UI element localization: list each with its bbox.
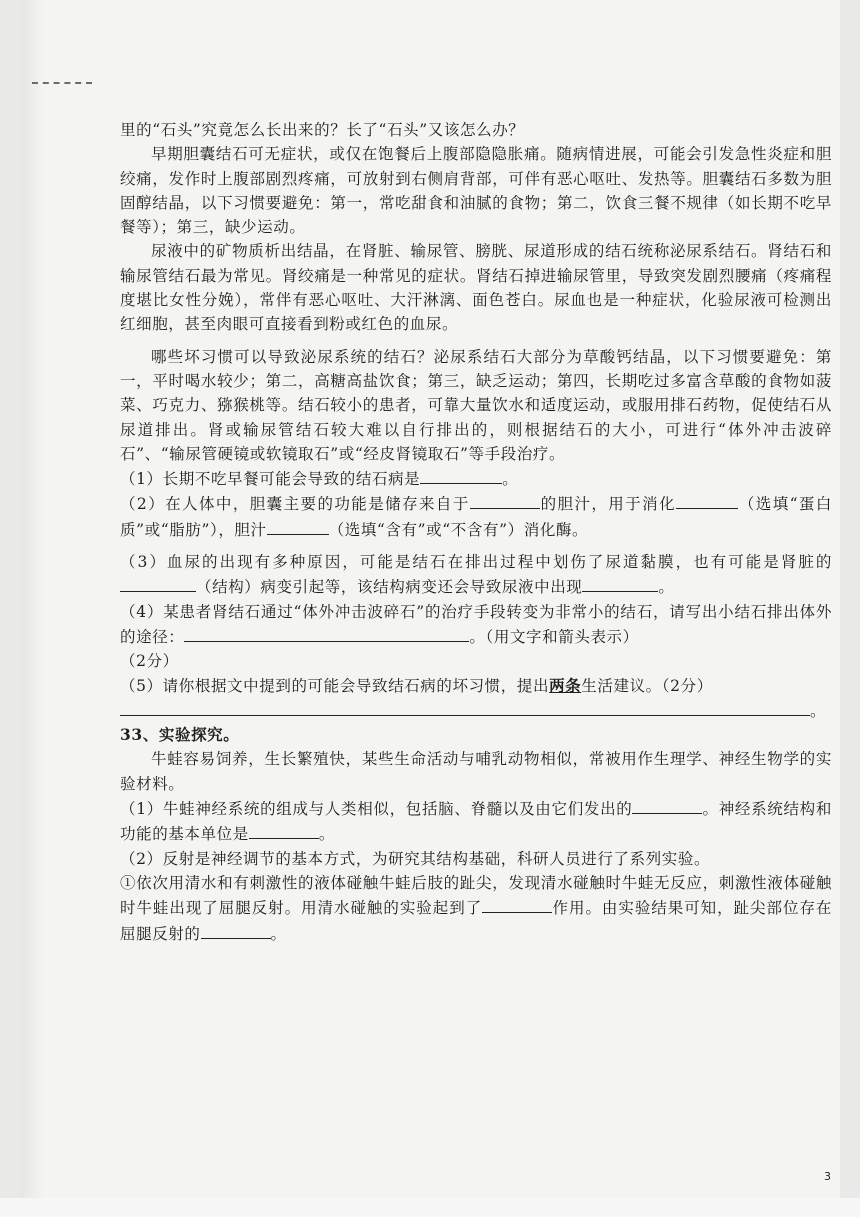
answer-blank-33-1a[interactable]	[632, 796, 702, 814]
answer-blank-2a[interactable]	[470, 491, 540, 509]
passage-urinary-stones: 尿液中的矿物质析出结晶，在肾脏、输尿管、膀胱、尿道形成的结石统称泌尿系结石。肾结石和输尿管结石最为常见。肾绞痛是一种常见的症状。肾结石掉进输尿管里，导致突发剧烈腰痛（疼痛程度堪比女性分娩），常伴有恶心呕吐、大汗淋漓、面色苍白。尿血也是一种症状，化验尿液可检测出红细胞，甚至肉眼可直接看到粉或红色的血尿。	[120, 242, 832, 334]
answer-blank-33-2b[interactable]	[201, 921, 271, 939]
exam-content	[120, 118, 832, 946]
question-33-1: （1）牛蛙神经系统的组成与人类相似，包括脑、脊髓以及由它们发出的 。神经系统结构和功能的基本单位是 。	[120, 796, 832, 847]
answer-blank-3b[interactable]	[582, 574, 658, 592]
question-4-points: （2分）	[120, 652, 179, 671]
scan-bottom-strip	[0, 1198, 860, 1217]
passage-line-top: 里的“石头”究竟怎么长出来的？长了“石头”又该怎么办？	[120, 121, 525, 139]
question-1: （1）长期不吃早餐可能会导致的结石病是 。	[120, 466, 832, 491]
answer-blank-33-2a[interactable]	[482, 895, 552, 913]
section-33-heading: 33、实验探究。	[120, 725, 240, 745]
passage-bad-habits: 哪些坏习惯可以导致泌尿系统的结石？泌尿系结石大部分为草酸钙结晶，以下习惯要避免：第一，平时喝水较少；第二，高糖高盐饮食；第三，缺乏运动；第四，长期吃过多富含草酸的食物如菠菜、巧克力、猕猴桃等。结石较小的患者，可靠大量饮水和适度运动，或服用排石药物，促使结石从尿道排出。肾或输尿管结石较大难以自行排出的，则根据结石的大小，可进行“体外冲击波碎石”、“输尿管硬镜或软镜取石”或“经皮肾镜取石”等手段治疗。	[120, 347, 832, 463]
page-edge-shadow	[20, 0, 44, 1200]
answer-blank-2b[interactable]	[676, 491, 738, 509]
answer-blank-5[interactable]	[120, 698, 810, 716]
page-number: 3	[824, 1170, 831, 1183]
cut-line-mark	[32, 82, 92, 84]
passage-gallbladder: 早期胆囊结石可无症状，或仅在饱餐后上腹部隐隐胀痛。随病情进展，可能会引发急性炎症和胆绞痛，发作时上腹部剧烈疼痛，可放射到右侧肩背部，可伴有恶心呕吐、发热等。胆囊结石多数为胆固醇结晶，以下习惯要避免：第一，常吃甜食和油腻的食物；第二，饮食三餐不规律（如长期不吃早餐等）；第三，缺少运动。	[120, 145, 832, 237]
question-33-2-part1: ①依次用清水和有刺激性的液体碰触牛蛙后肢的趾尖，发现清水碰触时牛蛙无反应，刺激性液体碰触时牛蛙出现了屈腿反射。用清水碰触的实验起到了 作用。由实验结果可知，趾尖部位存在屈腿反射的 。	[120, 873, 833, 943]
question-5: （5）请你根据文中提到的可能会导致结石病的坏习惯，提出两条生活建议。（2分）	[120, 675, 713, 695]
question-4: （4）某患者肾结石通过“体外冲击波碎石”的治疗手段转变为非常小的结石，请写出小结石排出体外的途径： 。（用文字和箭头表示）	[120, 602, 832, 646]
question-2: （2）在人体中，胆囊主要的功能是储存来自于 的胆汁，用于消化 （选填“蛋白质”或“脂肪”），胆汁 （选填“含有”或“不含有”）消化酶。	[120, 491, 832, 542]
question-33-2: （2）反射是神经调节的基本方式，为研究其结构基础，科研人员进行了系列实验。	[120, 849, 711, 868]
answer-blank-2c[interactable]	[267, 517, 329, 535]
answer-blank-1[interactable]	[420, 466, 502, 484]
emphasis-two-items: 两条	[549, 675, 582, 695]
answer-blank-33-1b[interactable]	[249, 821, 319, 839]
question-5-answer-line: 。	[120, 698, 832, 723]
answer-blank-3a[interactable]	[120, 574, 196, 592]
section-33-intro: 牛蛙容易饲养，生长繁殖快，某些生命活动与哺乳动物相似，常被用作生理学、神经生物学的实验材料。	[120, 750, 832, 793]
question-3: （3）血尿的出现有多种原因，可能是结石在排出过程中划伤了尿道黏膜，也有可能是肾脏的（结构）病变引起等，该结构病变还会导致尿液中出现 。	[120, 553, 832, 597]
answer-blank-4[interactable]	[184, 624, 469, 642]
